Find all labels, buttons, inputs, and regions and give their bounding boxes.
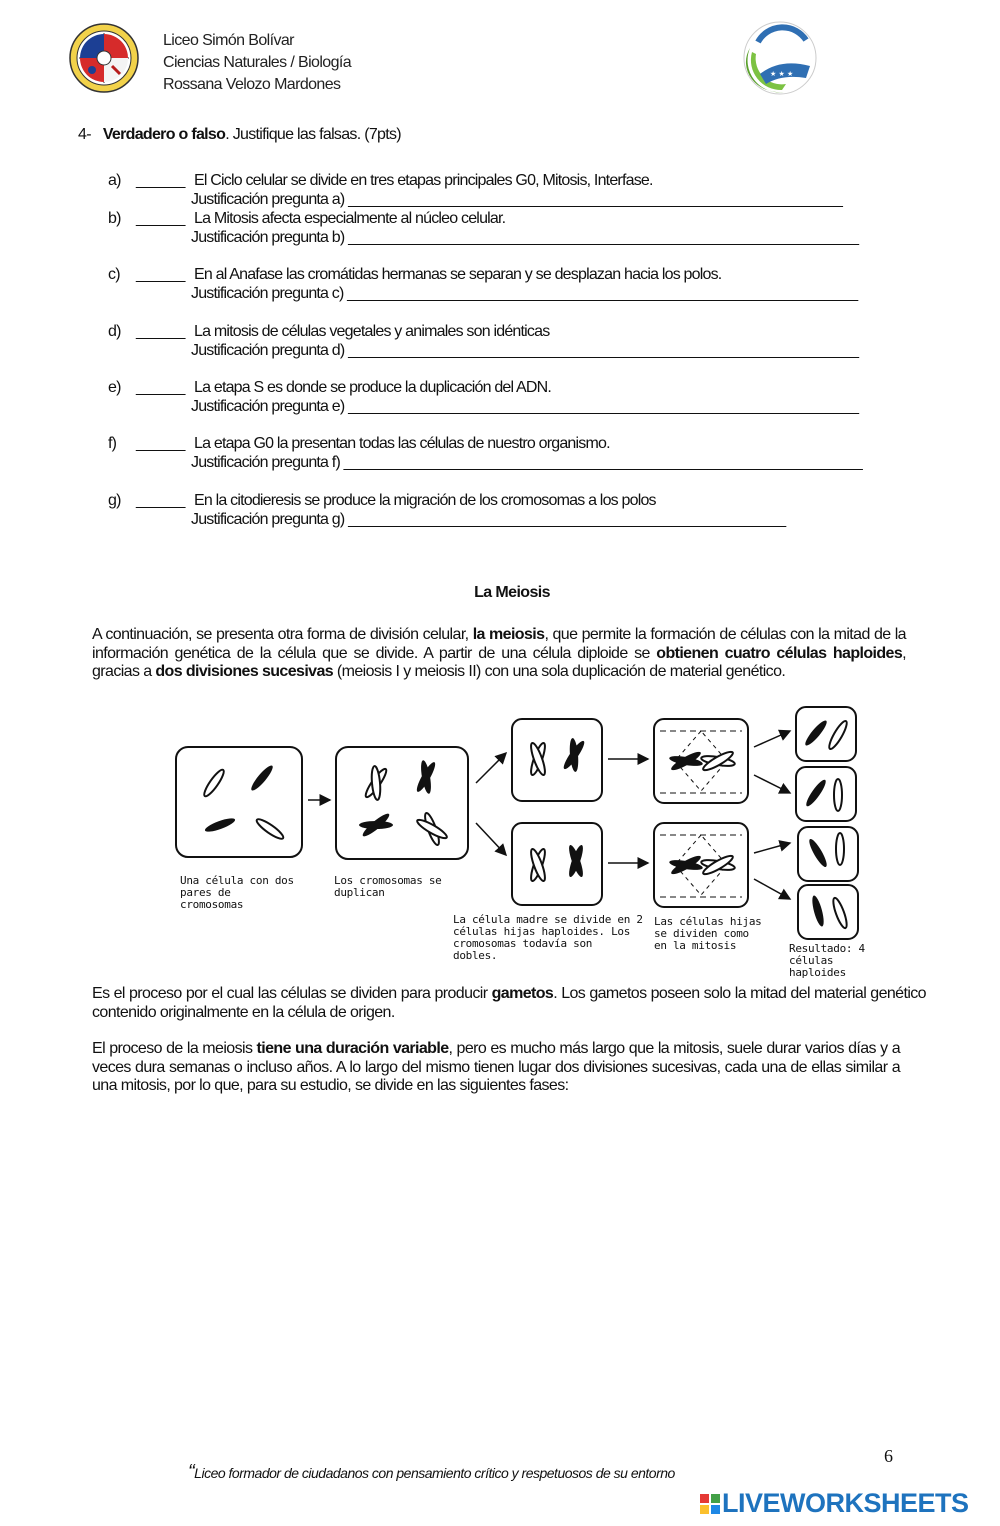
section-title: La Meiosis xyxy=(474,584,550,601)
item-statement: La etapa S es donde se produce la duplicación del ADN. xyxy=(194,379,552,396)
caption-line: en la mitosis xyxy=(654,939,737,952)
justification-line[interactable]: Justificación pregunta b) _______________________________________________________________ xyxy=(191,229,859,246)
bold-run: obtienen cuatro células haploides xyxy=(656,644,903,662)
caption-first-division xyxy=(453,914,643,962)
item-letter: f) xyxy=(108,435,117,452)
caption-line: células hijas haploides. Los xyxy=(453,925,631,938)
caption-result xyxy=(789,943,865,979)
caption-line: cromosomas todavía son xyxy=(453,937,593,950)
item-statement: La etapa G0 la presentan todas las células de nuestro organismo. xyxy=(194,435,610,452)
caption-duplicated xyxy=(334,875,441,899)
bold-run: tiene una duración variable xyxy=(256,1040,449,1057)
answer-blank[interactable]: ______ xyxy=(136,323,185,340)
justification-line[interactable]: Justificación pregunta g) ______________________________________________________ xyxy=(191,511,786,528)
bold-run: la meiosis xyxy=(472,626,545,643)
text-run: A continuación, se presenta otra forma de división celular, xyxy=(92,626,473,643)
school-logo xyxy=(68,22,140,94)
caption-line: cromosomas xyxy=(180,898,244,911)
caption-line: Las células hijas xyxy=(654,915,762,928)
text-run: Es el proceso por el cual las células se dividen para producir xyxy=(92,985,492,1002)
motto-text: Liceo formador de ciudadanos con pensamiento crítico y respetuosos de su entorno xyxy=(194,1465,675,1481)
svg-text:★ ★ ★: ★ ★ ★ xyxy=(770,70,794,78)
item-letter: c) xyxy=(108,266,120,283)
caption-line: se dividen como xyxy=(654,927,749,940)
cell-box-result-3 xyxy=(798,827,858,881)
text-run: , pero es mucho más largo que la mitosis, suele durar varios días y a veces dura semanas o incluso años. A lo largo del mismo tienen lugar dos divisiones sucesivas, cada una de ellas similar a una mitosis, por lo que, para su estudio, se divide en las siguientes fases: xyxy=(92,1040,900,1094)
footer-motto xyxy=(188,1461,675,1484)
caption-line: Resultado: 4 xyxy=(789,942,865,955)
caption-line: Una célula con dos xyxy=(180,874,294,887)
justification-line[interactable]: Justificación pregunta c) _______________________________________________________________ xyxy=(191,285,858,302)
teacher-name: Rossana Velozo Mardones xyxy=(163,76,341,93)
item-statement: En al Anafase las cromátidas hermanas se separan y se desplazan hacia los polos. xyxy=(194,266,722,283)
item-letter: b) xyxy=(108,210,121,227)
justification-line[interactable]: Justificación pregunta e) _______________________________________________________________ xyxy=(191,398,859,415)
text-run: (meiosis I y meiosis II) con una sola duplicación de material genético. xyxy=(333,663,786,680)
item-statement: En la citodieresis se produce la migración de los cromosomas a los polos xyxy=(194,492,656,509)
quote-mark: “ xyxy=(188,1461,195,1483)
justification-line[interactable]: Justificación pregunta a) _____________________________________________________________ xyxy=(191,191,843,208)
cell-box-daughter-2 xyxy=(512,823,602,905)
item-letter: a) xyxy=(108,172,121,189)
paragraph-gametes xyxy=(92,985,926,1022)
cell-box-result-4 xyxy=(798,885,858,939)
question-number: 4- xyxy=(78,126,91,143)
text-run: . Los gametos poseen solo la mitad del material genético contenido originalmente en la célula de origen. xyxy=(92,985,926,1021)
cell-box-duplicated xyxy=(336,747,468,859)
page-number: 6 xyxy=(884,1446,893,1466)
answer-blank[interactable]: ______ xyxy=(136,379,185,396)
answer-blank[interactable]: ______ xyxy=(136,435,185,452)
liveworksheets-logo-icon xyxy=(700,1494,720,1514)
text-run: El proceso de la meiosis xyxy=(92,1040,257,1057)
caption-line: Los cromosomas se xyxy=(334,874,442,887)
item-statement: La Mitosis afecta especialmente al núcleo celular. xyxy=(194,210,506,227)
text-run: , que permite la formación de células con la mitad de la información genética de la célula que se divide. A partir de una célula diploide se xyxy=(92,626,906,662)
caption-line: dobles. xyxy=(453,949,498,962)
cell-box-result-2 xyxy=(796,767,856,821)
caption-line: pares de xyxy=(180,886,231,899)
paragraph-duration xyxy=(92,1040,900,1096)
environmental-certification-badge xyxy=(740,18,820,98)
caption-line: duplican xyxy=(334,886,385,899)
caption-initial xyxy=(180,875,294,911)
cell-box-result-1 xyxy=(796,707,856,761)
bold-run: dos divisiones sucesivas xyxy=(155,663,334,680)
item-letter: d) xyxy=(108,323,121,340)
answer-blank[interactable]: ______ xyxy=(136,492,185,509)
item-statement: La mitosis de células vegetales y animales son idénticas xyxy=(194,323,550,340)
header-info xyxy=(163,30,351,96)
caption-line: La célula madre se divide en 2 xyxy=(453,913,643,926)
cell-box-daughter-1 xyxy=(512,719,602,801)
answer-blank[interactable]: ______ xyxy=(136,266,185,283)
caption-line: haploides xyxy=(789,966,846,979)
item-statement: El Ciclo celular se divide en tres etapas principales G0, Mitosis, Interfase. xyxy=(194,172,653,189)
item-letter: e) xyxy=(108,379,121,396)
paragraph-intro xyxy=(92,626,906,682)
answer-blank[interactable]: ______ xyxy=(136,172,185,189)
liveworksheets-brand[interactable]: LIVEWORKSHEETS xyxy=(722,1488,969,1518)
justification-line[interactable]: Justificación pregunta f) ________________________________________________________________ xyxy=(191,454,862,471)
item-letter: g) xyxy=(108,492,121,509)
subject-name: Ciencias Naturales / Biología xyxy=(163,54,352,71)
text-run: , gracias a xyxy=(92,644,906,680)
answer-blank[interactable]: ______ xyxy=(136,210,185,227)
bold-run: gametos xyxy=(491,985,554,1002)
question-instruction: . Justifique las falsas. (7pts) xyxy=(225,126,401,143)
question-heading: Verdadero o falso xyxy=(102,126,226,143)
caption-line: células xyxy=(789,954,834,967)
cell-box-initial xyxy=(176,747,302,857)
caption-second-division xyxy=(654,916,761,952)
school-name: Liceo Simón Bolívar xyxy=(163,32,294,49)
justification-line[interactable]: Justificación pregunta d) _______________________________________________________________ xyxy=(191,342,859,359)
question-title xyxy=(78,126,401,144)
